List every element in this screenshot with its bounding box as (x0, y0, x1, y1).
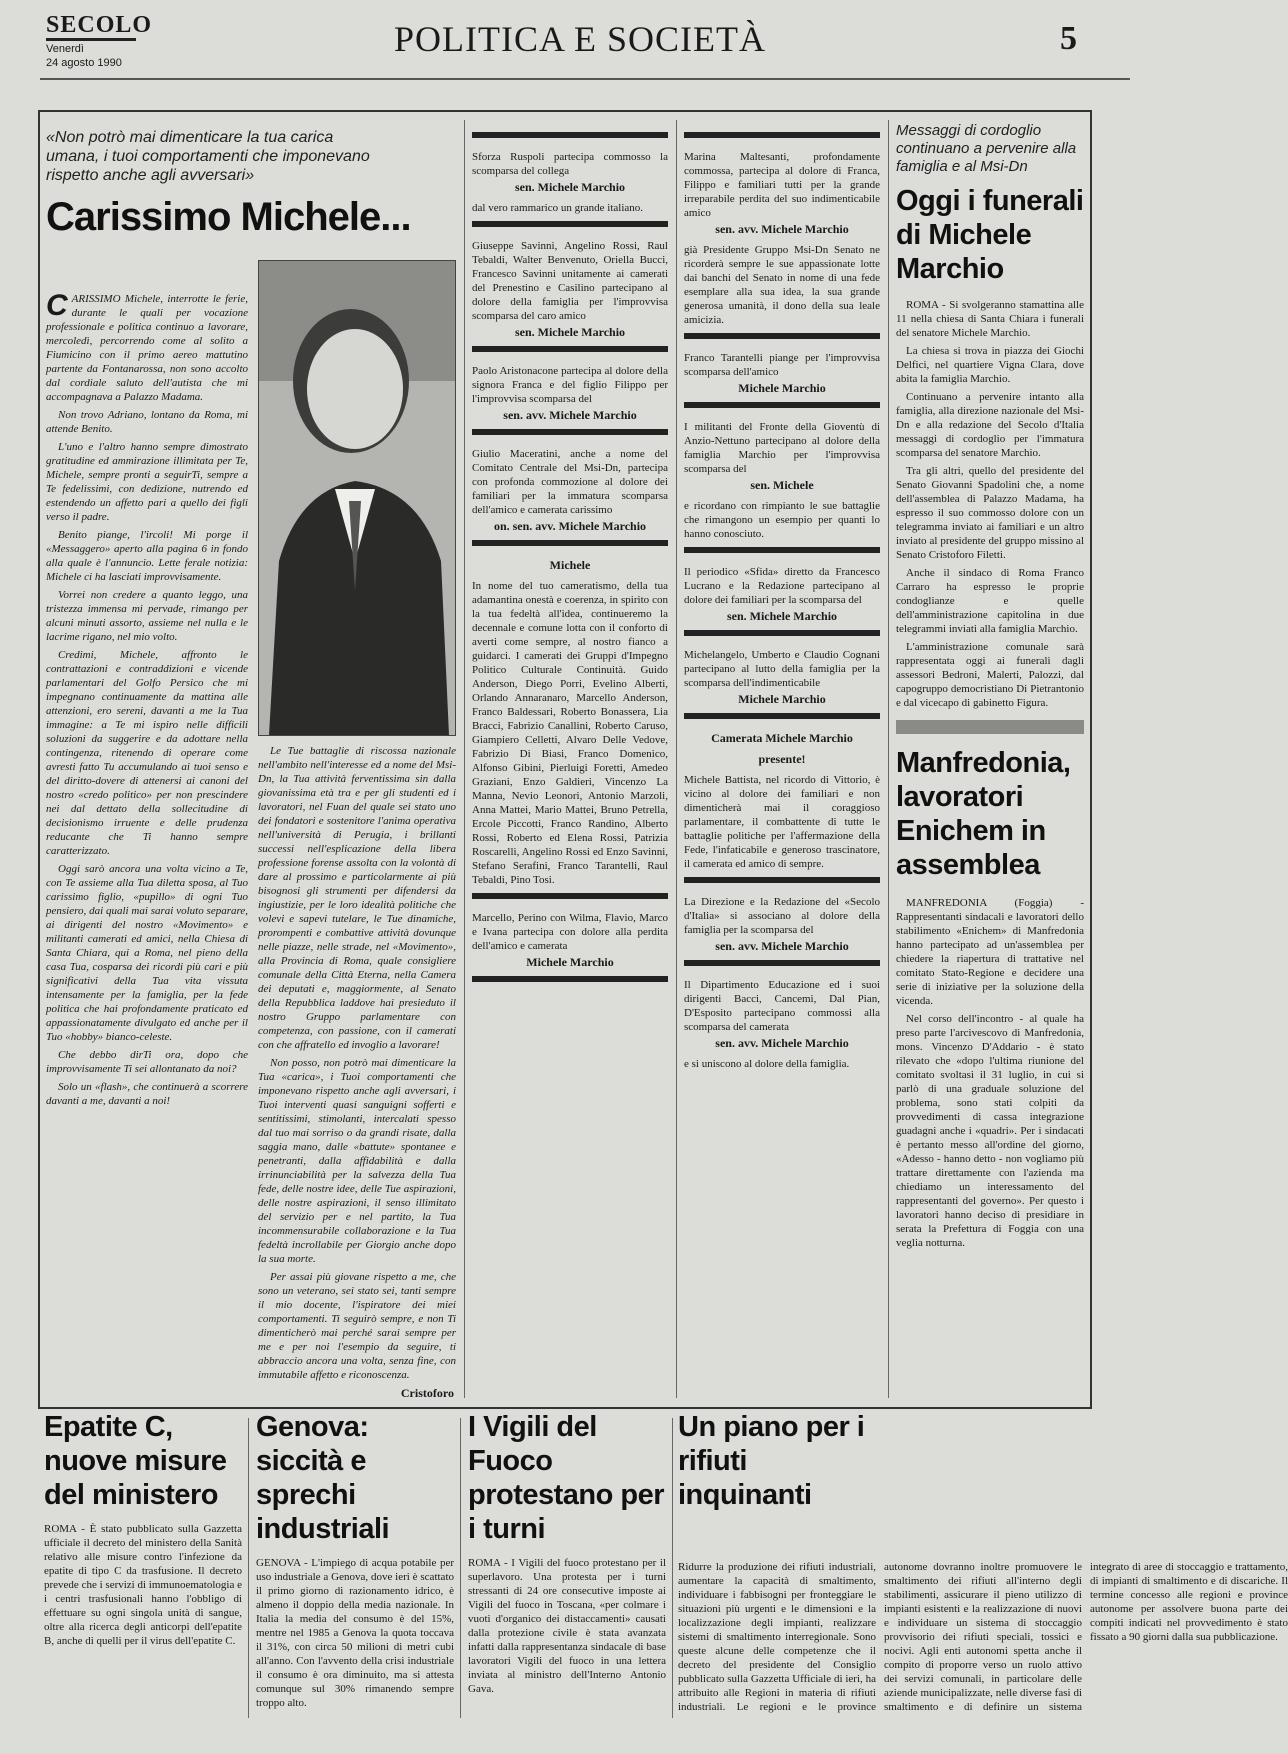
main-text-col-1 (46, 289, 248, 1397)
section-divider (896, 720, 1084, 734)
portrait-image (259, 261, 455, 735)
divider-bar (684, 630, 880, 636)
main-box (38, 110, 1092, 1409)
main-paragraph-3: L'uno e l'altro hanno sempre dimostrato gratitudine ed ammirazione illimitata per Te, Michele, sempre pronti a seguirTi, sempre a Te fedelissimi, con dedizione, nutrendo ed estendendo un affetto pari a quello dei figli verso il padre. (46, 441, 248, 523)
main-paragraph-10: Le Tue battaglie di riscossa nazionale nell'ambito nell'interesse ed a nome del Msi-Dn, la Tua attività ferventissima sin dalla giovanissima età tra e per gli studenti ed i lavoratori, nel Fuan del quale sei stato uno dei fondatori e sostenitore l'anima operativa nell'università di Perugia, i brillanti successi nell'esplicazione della libera professione forense assolta con la volontà di dare al prossimo e particolarmente ai più bisognosi gli strumenti per difendersi da ingiustizie, per le loro idealità politiche che volevi e sapevi tutelare, le Tue dinamiche, prorompenti e combattive attività dovunque nelle piazze, nelle strade, nel «Movimento», alla Provincia di Roma, quale consigliere comunale della Città Eterna, nella Camera dei deputati e, maggiormente, al Senato della Repubblica laddove hai presieduto il nostro Gruppo parlamentare con competenza, con passione, con il camerati con che affratello ed invoglio a lavorare! (258, 745, 456, 1051)
notice-followup: e ricordano con rimpianto le sue battaglie che rimangono un esempio per quanti lo hanno conosciuto. (684, 500, 880, 540)
condolence-notice: Franco Tarantelli piange per l'improvvisa scomparsa dell'amico (684, 352, 880, 378)
divider-bar (472, 221, 668, 227)
main-paragraph-5: Vorrei non credere a quanto leggo, una tristezza immensa mi pervade, rimango per alcuni minuti assorto, assieme nel nulla e le lacrime rigano, nel mio volto. (46, 589, 248, 643)
column-rule (248, 1418, 249, 1718)
divider-bar (684, 960, 880, 966)
condolence-notice: La Direzione e la Redazione del «Secolo d'Italia» si associano al dolore della famiglia per la scomparsa del (684, 896, 880, 936)
condolence-notice: Giulio Maceratini, anche a nome del Comitato Centrale del Msi-Dn, partecipa con profonda commozione al dolore dei familiari per la immatura scomparsa dell'amico e camerata carissimo (472, 448, 668, 516)
funeral-paragraph-2: La chiesa si trova in piazza dei Giochi Delfici, nel quartiere Vigna Clara, dove abita la famiglia Marchio. (896, 345, 1084, 385)
bottom-article-firefighters (468, 1410, 666, 1730)
notice-name: Camerata Michele Marchio (711, 731, 853, 745)
main-paragraph-4: Benito piange, l'ircoli! Mi porge il «Messaggero» aperto alla pagina 6 in fondo alla quale è l'annuncio. Lette ferale notizia: Michele ci ha lasciati improvvisamente. (46, 529, 248, 583)
bottom-article-hepatitis (44, 1410, 242, 1730)
notice-name: sen. avv. Michele Marchio (503, 408, 637, 422)
divider-bar (684, 713, 880, 719)
notice-followup: già Presidente Gruppo Msi-Dn Senato ne ricorderà sempre le sue appassionate lotte dai banchi del Senato in nome di una fede esemplare alla sua idea, la sua grande generosa umanità, il dono della sua leale amicizia. (684, 244, 880, 326)
funeral-kicker: Messaggi di cordoglio continuano a pervenire alla famiglia e al Msi-Dn (896, 122, 1077, 175)
condolence-notice: Michele Battista, nel ricordo di Vittorio, è vicino al dolore dei familiari e non dimenticherà mai il coraggioso parlamentare, il combattente di tutte le battaglie politiche per l'affermazione della Fede, l'infaticabile e generoso trascinatore, il camerata ed amico di sempre. (684, 774, 880, 870)
bottom-text: Ridurre la produzione dei rifiuti industriali, aumentare la capacità di smaltimento, individuare i fabbisogni per fronteggiare le situazioni più urgenti e le dimensioni e la localizzazione degli impianti, realizzare sistemi di smaltimento interregionale. Sono queste alcune delle competenze che il decreto del presidente del Consiglio pubblicato sulla Gazzetta Ufficiale di ieri, ha attribuito alle Regioni in materia di rifiuti industriali. Le regioni e le province autonome dovranno inoltre promuovere le smaltimento dei rifiuti all'interno degli stabilimenti, assicurare il pieno utilizzo di impianti esistenti e la realizzazione di nuovi e individuare un sistema di stoccaggio provvisorio dei rifiuti speciali, tossici e nocivi. Agli enti autonomi spetta anche il compito di proporre verso un ruolo attivo dei servizi comunali, in particolare delle aziende municipalizzate, nelle diverse fasi di smaltimento e di definire un sistema integrato di aree di stoccaggio e trattamento, di impianti di smaltimento e di discariche. Il termine concesso alle regioni e province autonome per assolvere buona parte dei compiti indicati nel provvedimento è stato fissato a 90 giorni dalla sua pubblicazione. (678, 1561, 1288, 1713)
section-title: POLITICA E SOCIETÀ (394, 19, 766, 59)
condolence-notice: Giuseppe Savinni, Angelino Rossi, Raul Tebaldi, Walter Benvenuto, Oriella Bucci, Francesco Savinni unitamente ai camerati del Prenestino e Casilino partecipano al dolore della famiglia per l'improvvisa scomparsa del caro amico (472, 240, 668, 322)
funeral-paragraph-6: L'amministrazione comunale sarà rappresentata oggi ai funerali dagli assessori Bedroni, Malerti, Palozzi, dal capogruppo democristiano Di Pietrantonio e dal vicecapo di gabinetto Figura. (896, 641, 1084, 709)
column-rule (464, 120, 465, 1398)
column-rule (460, 1418, 461, 1718)
notice-name: Michele Marchio (738, 692, 826, 706)
divider-bar (684, 877, 880, 883)
notice-name: Michele Marchio (738, 381, 826, 395)
funeral-paragraph-4: Tra gli altri, quello del presidente del Senato Giovanni Spadolini che, a nome dell'assemblea di Palazzo Madama, ha espresso il suo commosso dolore con un telegramma inviato ai familiari e un altro inviato al presidente del gruppo missino al Senato Cristoforo Filetti. (896, 465, 1084, 561)
divider-bar (684, 132, 880, 138)
bottom-text: GENOVA - L'impiego di acqua potabile per uso industriale a Genova, dove ieri è scattato il primo giorno di razionamento idrico, è almeno il doppio della media nazionale. In Italia la media del consumo è del 15%, mentre nel 1985 a Genova la quota toccava il 31%, con circa 50 milioni di metri cubi all'anno. Con l'avvento della crisi industriale il consumo è ora diminuito, ma si attesta comunque sul 30% rimanendo sempre troppo alto. (256, 1557, 454, 1709)
dropcap: C (46, 289, 68, 322)
condolence-notice: Il Dipartimento Educazione ed i suoi dirigenti Bacci, Cancemi, Dal Pian, D'Esposito partecipano commossi alla scomparsa del camerata (684, 979, 880, 1033)
notice-name: sen. Michele Marchio (514, 325, 626, 339)
condolence-notice: Il periodico «Sfida» diretto da Francesco Lucrano e la Redazione partecipano al dolore dei familiari per la scomparsa del (684, 566, 880, 606)
notice-name: sen. avv. Michele Marchio (715, 1036, 849, 1050)
notice-name: sen. avv. Michele Marchio (715, 939, 849, 953)
funeral-paragraph-1: ROMA - Si svolgeranno stamattina alle 11 nella chiesa di Santa Chiara i funerali del senatore Michele Marchio. (896, 299, 1084, 339)
condolence-notice: Paolo Aristonacone partecipa al dolore della signora Franca e del figlio Filippo per l'improvvisa scomparsa del (472, 365, 668, 405)
funeral-headline: Oggi i funerali di Michele Marchio (896, 185, 1084, 285)
condolences-column-1 (472, 126, 668, 1401)
notice-followup: dal vero rammarico un grande italiano. (472, 202, 644, 214)
main-paragraph-2: Non trovo Adriano, lontano da Roma, mi attende Benito. (46, 409, 248, 435)
right-column (896, 122, 1084, 1402)
funeral-paragraph-3: Continuano a pervenire intanto alla famiglia, alla direzione nazionale del Msi-Dn e alla redazione del Secolo d'Italia messaggi di cordoglio per l'immatura scomparsa del senatore Marchio. (896, 391, 1084, 459)
main-signature: Cristoforo (400, 1386, 454, 1400)
bottom-text: ROMA - È stato pubblicato sulla Gazzetta ufficiale il decreto del ministero della Sanità relativo alle misure contro l'infezione da epatite di tipo C da trasfusione. Il decreto prevede che i servizi di immunoematologia e i centri trasfusionali hanno l'obbligo di effettuare su ogni singola unità di sangue, oltre alla ricerca degli anticorpi dell'epatite B, anche di quelli per il virus dell'epatite C. (44, 1523, 242, 1647)
main-paragraph-6: Credimi, Michele, affronto le contrattazioni e contraddizioni e vicende parlamentari del Golfo Persico che mi impegnano continuamente da mattina alle attenzioni, ero sereni, davanti a me la Tua immagine: a Te mi ispiro nelle difficili soluzioni da suggerire e da adottare nella contingenza, ritenendo di operare come avresti fatto Tu accumulando ai tuoi senso e del diritto-dovere di attenersi ai canoni del nostro «credo politico» per non prescindere nei dal dettato della sollecitudine di decisionismo irruente e delle prudenza reducante che Ti hanno sempre caratterizzato. (46, 649, 248, 857)
masthead-logo: SECOLO (46, 12, 136, 41)
divider-bar (472, 540, 668, 546)
notice-name: sen. avv. Michele Marchio (715, 222, 849, 236)
main-paragraph-8: Che debbo dirTi ora, dopo che improvvisamente Ti sei allontanato da noi? (46, 1049, 248, 1075)
condolence-notice: Michelangelo, Umberto e Claudio Cognani partecipano al lutto della famiglia per la scomparsa dell'indimenticabile (684, 649, 880, 689)
notice-name: Michele (549, 558, 591, 572)
manfredonia-paragraph-1: MANFREDONIA (Foggia) - Rappresentanti sindacali e lavoratori dello stabilimento «Enichem» di Manfredonia hanno partecipato ad un'assemblea per chiedere la riapertura di trattative nel comitato Stato-Regione e decidere una serie di iniziative per la soluzione della vicenda. (896, 897, 1084, 1007)
main-paragraph-11: Non posso, non potrò mai dimenticare la Tua «carica», i Tuoi comportamenti che imponevano rispetto anche agli avversari, i Tuoi interventi quasi sanguigni sofferti e sentitissimi, stimolanti, intercalati spesso dal tuo mai sorriso o da grandi risate, dalla saggia mano, dalle «battute» spontanee e penetranti, dalla affidabilità e dalla irrinunciabilità per la salvezza della Tua fede, delle nostre idee, delle Tue aspirazioni, delle nostre aspirazioni, il senso illimitato del servizio per e nel partito, la Tua incommensurabile collaborazione e la Tua fedeltà incrollabile per Giorgio anche dopo la sua morte. (258, 1057, 456, 1265)
main-paragraph-7: Oggi sarò ancora una volta vicino a Te, con Te assieme alla Tua diletta sposa, al Tuo carissimo figlio, «pupillo» di ogni Tuo pensiero, dai quali mai sarai voluto separare, ai dirigenti del nostro «Movimento» e militanti camerati ed amici, nella Chiesa di Santa Chiara, qui a Roma, nel pieno della casa Tua, cosparsa dei ricordi più cari e più significativi della Tua vita vissuta intensamente per la famiglia, per la fede politica che hai profondamente praticato ed appassionatamente divulgato ed anche per il Tuo «hobby» bianco-celeste. (46, 863, 248, 1043)
main-paragraph-9: Solo un «flash», che continuerà a scorrere davanti a me, davanti a noi! (46, 1081, 248, 1107)
divider-bar (472, 132, 668, 138)
page-number: 5 (1060, 20, 1077, 57)
notice-name: sen. Michele Marchio (726, 609, 838, 623)
condolence-notice: Marina Maltesanti, profondamente commossa, partecipa al dolore di Franca, Filippo e familiari tutti per la grande irreparabile perdita del suo indimenticabile amico (684, 151, 880, 219)
notice-name: sen. Michele Marchio (514, 180, 626, 194)
portrait-photo (258, 260, 456, 736)
condolence-notice: Marcello, Perino con Wilma, Flavio, Marco e Ivana partecipa con dolore alla perdita dell'amico e camerata (472, 912, 668, 952)
bottom-article-genova (256, 1410, 454, 1730)
notice-name: on. sen. avv. Michele Marchio (493, 519, 647, 533)
condolence-notice: I militanti del Fronte della Gioventù di Anzio-Nettuno partecipano al dolore della famiglia Marchio per l'improvvisa scomparsa del (684, 421, 880, 475)
main-paragraph-1: CARISSIMO Michele, interrotte le ferie, durante le quali per vocazione professionale e politica continuo a lavorare, mercoledì, percorrendo come al solito a Fiumicino con il primo aereo mattutino partente da Fontanarossa, non sono accolto dal cordiale saluto dell'autista che mi accompagnava a Palazzo Madama. (46, 289, 248, 403)
manfredonia-paragraph-2: Nel corso dell'incontro - al quale ha preso parte l'arcivescovo di Manfredonia, mons. Vincenzo D'Addario - è stato rilevato che «dopo l'ultima riunione del comitato svoltasi il 31 luglio, in cui si parlò di una graduale soluzione del problema, sono stati colpiti da provvedimenti di cassa integrazione guadagni anche i «quadri». Per i sindacati è pertanto messo all'ordine del giorno, «Adesso - hanno detto - non vogliamo più trattare direttamente con l'azienda ma chiediamo un interessamento del rappresentanti del governo». Per questo i lavoratori hanno deciso di presidiare in serata la Prefettura di Foggia con una veglia notturna. (896, 1013, 1084, 1249)
bottom-headline: I Vigili del Fuoco protestano per i turni (468, 1411, 665, 1545)
divider-bar (472, 429, 668, 435)
funeral-paragraph-5: Anche il sindaco di Roma Franco Carraro ha espresso le proprie condoglianze e quelle dell'amministrazione capitolina in due telegrammi inviati alla famiglia Marchio. (896, 567, 1084, 635)
divider-bar (684, 333, 880, 339)
bottom-article-waste (678, 1410, 1288, 1730)
bottom-headline: Genova: siccità e sprechi industriali (256, 1411, 390, 1545)
bottom-text: ROMA - I Vigili del fuoco protestano per il superlavoro. Una protesta per i turni stressanti di 24 ore consecutive imposte ai Vigili del fuoco in Toscana, «per colmare i vuoti d'organico dei distaccamenti» causati dalla protezione civile è stata avanzata infatti dalla rappresentanza sindacale di base lavoratori Vigili del fuoco in una lettera inviata al ministro dell'Interno Antonio Gava. (468, 1557, 666, 1695)
column-rule (672, 1418, 673, 1718)
column-rule (888, 120, 889, 1398)
divider-bar (472, 346, 668, 352)
main-text-col-2 (258, 744, 456, 1381)
notice-name: Michele Marchio (526, 955, 614, 969)
main-kicker: «Non potrò mai dimenticare la tua carica umana, i tuoi comportamenti che imponevano rispetto anche agli avversari» (46, 129, 370, 184)
divider-bar (472, 976, 668, 982)
bottom-headline: Epatite C, nuove misure del ministero (44, 1411, 227, 1511)
notice-name: sen. Michele (750, 478, 814, 492)
manfredonia-headline: Manfredonia, lavoratori Enichem in assemblea (896, 747, 1071, 881)
main-headline: Carissimo Michele... (46, 195, 411, 239)
notice-followup: e si uniscono al dolore della famiglia. (684, 1058, 850, 1070)
header-rule (40, 78, 1130, 80)
bottom-headline: Un piano per i rifiuti inquinanti (678, 1411, 865, 1511)
masthead (46, 12, 153, 69)
condolences-column-2 (684, 126, 880, 1401)
condolence-notice: In nome del tuo cameratismo, della tua adamantina onestà e coerenza, in spirito con la tua fedeltà all'idea, continueremo la decennale e comune lotta con il conforto di averti come sempre, al nostro fianco a guidarci. I camerati dei Gruppi d'Impegno Politico Culturale Continuità. Guido Anderson, Diego Porri, Evelino Alberti, Orlando Annaranaro, Marcello Anderson, Franco Baldessari, Roberto Bonassera, Lia Bracci, Fabrizio Canallini, Roberto Caruso, Giampiero Celletti, Alvaro Delle Vedove, Fabrizio Di Biasi, Franco Domenico, Alfonso Gibini, Pierluigi Foretti, Amedeo Graziani, Enzo Galdieri, Vincenzo La Manna, Nevio Leonori, Antonio Marzoli, Anna Mattei, Mario Mattei, Bruno Petrella, Ercole Piccotti, Franco Randino, Alberto Rossi, Roberto ed Elena Rossi, Patrizia Roscarelli, Angelino Rossi ed Enzo Savinni, Stefano Serafini, Franco Tarantelli, Raul Tebaldi, Pino Tosi. (472, 580, 668, 886)
divider-bar (684, 547, 880, 553)
column-rule (676, 120, 677, 1398)
condolence-notice: Sforza Ruspoli partecipa commosso la scomparsa del collega (472, 151, 668, 177)
issue-date: 24 agosto 1990 (46, 57, 122, 69)
main-paragraph-12: Per assai più giovane rispetto a me, che sono un veterano, sei stato sei, tanti sempre il mio docente, l'ispiratore dei miei comportamenti. Ti seguirò sempre, e non Ti dimenticherò mai perché sarai sempre per me e per noi l'esempio da seguire, ti abbraccio ancora una volta, senza fine, con immutabile affetto e riconoscenza. (258, 1271, 456, 1381)
notice-followup: presente! (758, 752, 806, 766)
divider-bar (684, 402, 880, 408)
issue-weekday: Venerdì (46, 43, 84, 55)
divider-bar (472, 893, 668, 899)
